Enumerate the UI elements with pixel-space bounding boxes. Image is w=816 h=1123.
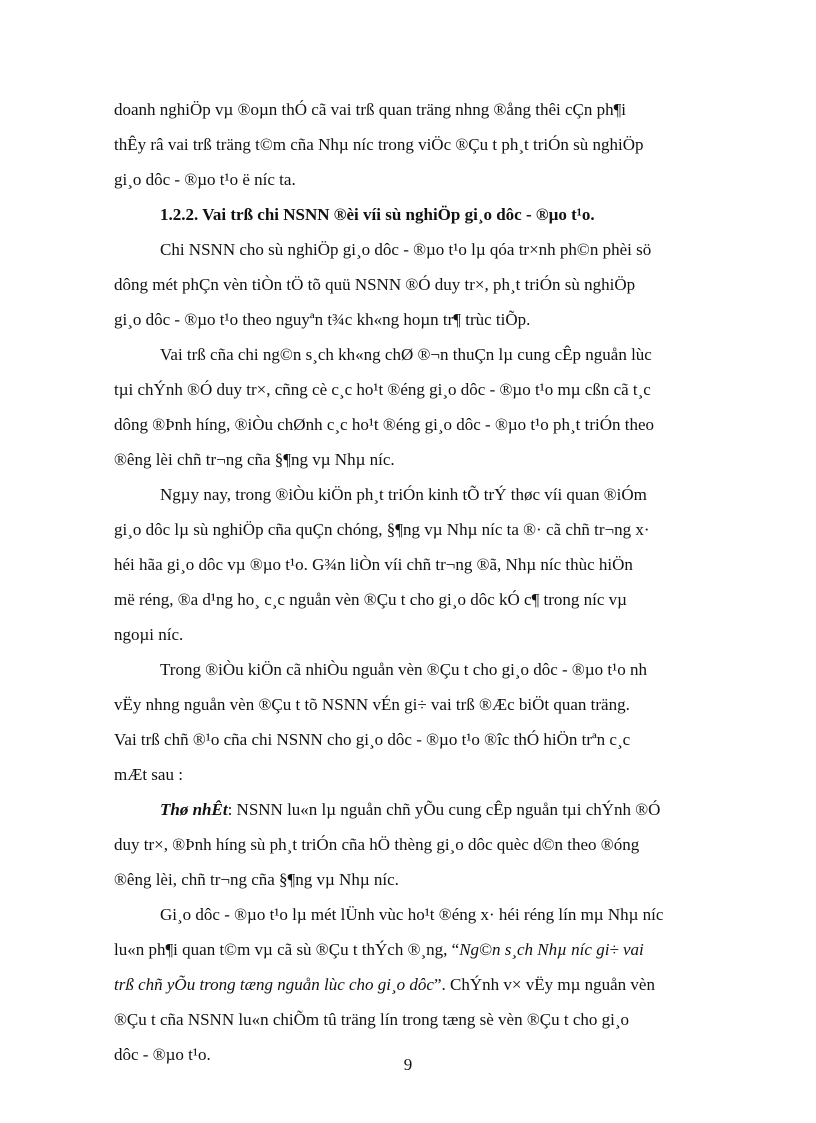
text-line: Gi¸o dôc - ®µo t¹o lµ mét lÜnh vùc ho¹t ®éng x· héi réng lín mµ Nhµ níc [160, 905, 664, 924]
text-line: Vai trß cña chi ng©n s¸ch kh«ng chØ ®¬n thuÇn lµ cung cÊp nguån lùc [160, 345, 652, 364]
body-text [114, 92, 734, 1072]
section-heading: 1.2.2. Vai trß chi NSNN ®èi víi sù nghiÖp gi¸o dôc - ®µo t¹o. [160, 205, 595, 224]
text-line: Chi NSNN cho sù nghiÖp gi¸o dôc - ®µo t¹o lµ qóa tr×nh ph©n phèi sö [160, 240, 652, 259]
text-line: héi hãa gi¸o dôc vµ ®µo t¹o. G¾n liÒn víi chñ tr¬ng ®ã, Nhµ níc thùc hiÖn [114, 555, 633, 574]
text-line: ®êng lèi chñ tr¬ng cña §¶ng vµ Nhµ níc. [114, 450, 395, 469]
text-line: dông mét phÇn vèn tiÒn tÖ tõ quü NSNN ®Ó duy tr×, ph¸t triÓn sù nghiÖp [114, 275, 636, 294]
text-line: Ngµy nay, trong ®iÒu kiÖn ph¸t triÓn kinh tÕ trÝ thøc víi quan ®iÓm [160, 485, 647, 504]
text-line: gi¸o dôc - ®µo t¹o theo nguyªn t¾c kh«ng hoµn tr¶ trùc tiÕp. [114, 310, 531, 329]
text-run: ”. ChÝnh v× vËy mµ nguån vèn [433, 975, 655, 994]
text-line: gi¸o dôc - ®µo t¹o ë níc ta. [114, 170, 296, 189]
text-line: dông ®Þnh híng, ®iÒu chØnh c¸c ho¹t ®éng gi¸o dôc - ®µo t¹o ph¸t triÓn theo [114, 415, 655, 434]
text-line: Trong ®iÒu kiÖn cã nhiÒu nguån vèn ®Çu t cho gi¸o dôc - ®µo t¹o nh [160, 660, 647, 679]
text-line: ®êng lèi, chñ tr¬ng cña §¶ng vµ Nhµ níc. [114, 870, 399, 889]
text-run: : NSNN lu«n lµ nguån chñ yÕu cung cÊp nguån tµi chÝnh ®Ó [227, 800, 661, 819]
quote-text: trß chñ yÕu trong tæng nguån lùc cho gi¸o dôc [114, 975, 434, 994]
text-line: gi¸o dôc lµ sù nghiÖp cña quÇn chóng, §¶ng vµ Nhµ níc ta ®· cã chñ tr¬ng x· [114, 520, 650, 539]
text-line [114, 932, 734, 967]
text-line: thÊy râ vai trß träng t©m cña Nhµ níc trong viÖc ®Çu t ph¸t triÓn sù nghiÖp [114, 135, 644, 154]
text-run: lu«n ph¶i quan t©m vµ cã sù ®Çu t thÝch ®¸ng, “ [114, 940, 460, 959]
quote-text: Ng©n s¸ch Nhµ níc gi÷ vai [459, 940, 644, 959]
emphasis-label: Thø nhÊt [160, 800, 228, 819]
text-line: doanh nghiÖp vµ ®oµn thÓ cã vai trß quan träng nhng ®ång thêi cÇn ph¶i [114, 100, 627, 119]
text-line: mÆt sau : [114, 765, 183, 784]
text-line: tµi chÝnh ®Ó duy tr×, cñng cè c¸c ho¹t ®éng gi¸o dôc - ®µo t¹o mµ cßn cã t¸c [114, 380, 651, 399]
text-line [114, 967, 734, 1002]
text-line: vËy nhng nguån vèn ®Çu t tõ NSNN vÉn gi÷ vai trß ®Æc biÖt quan träng. [114, 695, 630, 714]
text-line: më réng, ®a d¹ng ho¸ c¸c nguån vèn ®Çu t cho gi¸o dôc kÓ c¶ trong níc vµ [114, 590, 627, 609]
text-line: Vai trß chñ ®¹o cña chi NSNN cho gi¸o dôc - ®µo t¹o ®îc thÓ hiÖn trªn c¸c [114, 730, 631, 749]
page-number: 9 [403, 1055, 413, 1074]
text-line: ®Çu t cña NSNN lu«n chiÕm tû träng lín trong tæng sè vèn ®Çu t cho gi¸o [114, 1010, 630, 1029]
text-line: dôc - ®µo t¹o. [114, 1045, 211, 1064]
text-line [114, 792, 734, 827]
text-line: ngoµi níc. [114, 625, 184, 644]
text-line: duy tr×, ®Þnh híng sù ph¸t triÓn cña hÖ thèng gi¸o dôc quèc d©n theo ®óng [114, 835, 640, 854]
